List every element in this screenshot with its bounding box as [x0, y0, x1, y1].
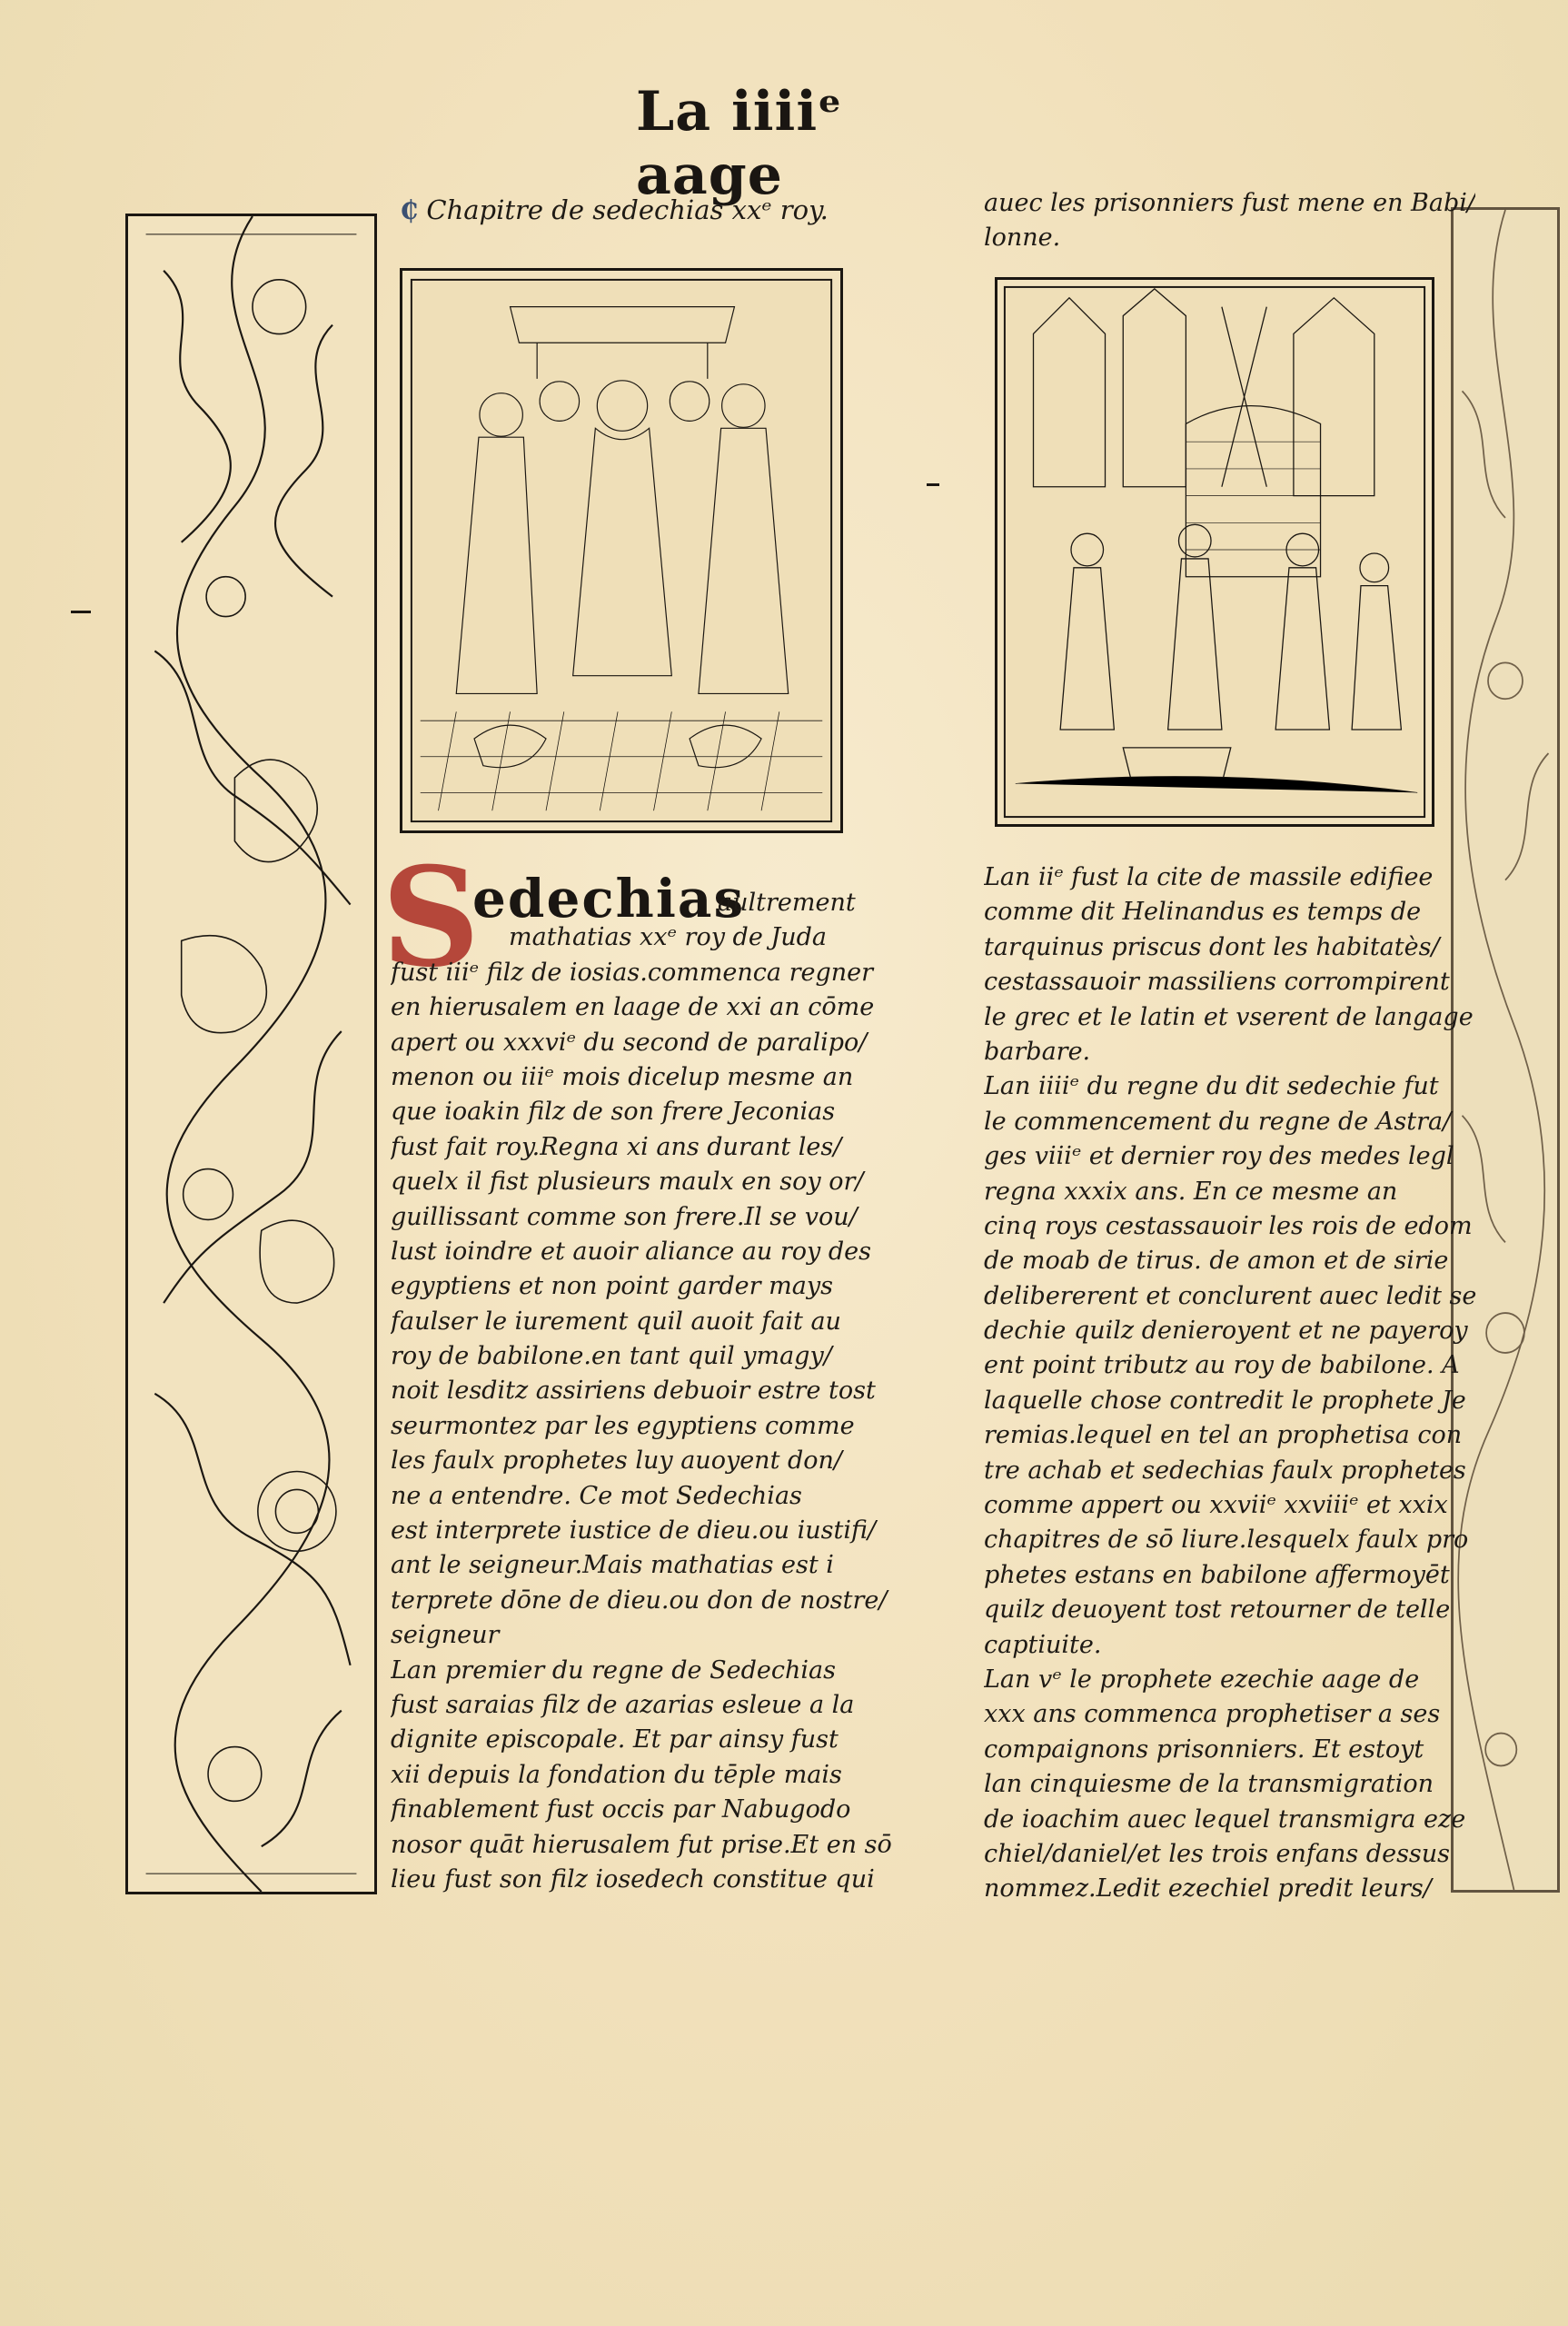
decorated-initial: S — [382, 838, 481, 998]
text-line: nommez.Ledit ezechiel predit leurs/ — [984, 1874, 1432, 1904]
floral-border-illustration — [128, 216, 374, 1892]
text-line: quelx il fist plusieurs maulx en soy or/ — [391, 1168, 864, 1197]
text-line: xxx ans commenca prophetiser a ses — [984, 1700, 1441, 1729]
text-line: seurmontez par les egyptiens comme — [391, 1411, 855, 1440]
text-line: dechie quilz denieroyent et ne payeroy — [984, 1317, 1468, 1346]
text-line: dignite episcopale. Et par ainsy fust — [391, 1725, 839, 1754]
text-line: menon ou iiiᵉ mois dicelup mesme an — [391, 1062, 854, 1091]
text-line: cestassauoir massiliens corrompirent — [984, 968, 1450, 997]
text-line: nosor quāt hierusalem fut prise.Et en sō — [391, 1830, 892, 1859]
text-line: cinq roys cestassauoir les rois de edom — [984, 1211, 1473, 1240]
text-line: seigneur — [391, 1621, 500, 1650]
text-line: laquelle chose contredit le prophete Je — [984, 1386, 1466, 1415]
text-line: est interprete iustice de dieu.ou iustifi/ — [391, 1516, 877, 1546]
city-building-illustration — [997, 280, 1432, 824]
text-line: lust ioindre et auoir aliance au roy des — [391, 1237, 871, 1266]
text-line: faulser le iurement quil auoit fait au — [391, 1307, 841, 1336]
text-line: comme dit Helinandus es temps de — [984, 898, 1422, 927]
left-floral-border — [125, 214, 377, 1894]
paragraph-mark-icon: ₵ — [400, 194, 419, 225]
text-line: Lan premier du regne de Sedechias — [391, 1655, 836, 1685]
text-line: fust iiiᵉ filz de iosias.commenca regner — [391, 958, 874, 987]
text-line: phetes estans en babilone affermoyēt — [984, 1560, 1450, 1589]
text-line: finablement fust occis par Nabugodo — [391, 1795, 851, 1824]
text-line: Lan iiiiᵉ du regne du dit sedechie fut — [984, 1072, 1439, 1101]
right-text-column — [984, 860, 1476, 1907]
text-line: de ioachim auec lequel transmigra eze — [984, 1804, 1466, 1834]
text-line: auec les prisonniers fust mene en Babi/ — [984, 189, 1476, 217]
text-line: roy de babilone.en tant quil ymagy/ — [391, 1342, 832, 1371]
text-line: compaignons prisonniers. Et estoyt — [984, 1735, 1424, 1764]
text-line: chiel/daniel/et les trois enfans dessus — [984, 1839, 1451, 1868]
text-line: lonne. — [984, 224, 1061, 253]
text-line: de moab de tirus. de amon et de sirie — [984, 1247, 1449, 1276]
text-line: ent point tributz au roy de babilone. A — [984, 1351, 1460, 1380]
margin-mark — [71, 611, 91, 613]
text-line: lan cinquiesme de la transmigration — [984, 1770, 1434, 1799]
left-text-column — [391, 886, 892, 1897]
margin-mark — [927, 483, 939, 486]
text-line: aultrement — [718, 889, 856, 917]
chapter-opening-word: edechias — [472, 868, 746, 929]
text-line: captiuite. — [984, 1630, 1102, 1659]
text-line: les faulx prophetes luy auoyent don/ — [391, 1446, 843, 1476]
text-line: mathatias xxᵉ roy de Juda — [509, 923, 827, 952]
woodcut-city-building — [995, 277, 1434, 827]
text-line: terprete dōne de dieu.ou don de nostre/ — [391, 1585, 888, 1615]
text-line: le grec et le latin et vserent de langage — [984, 1002, 1474, 1031]
right-column-top-text — [984, 186, 1475, 256]
text-line: guillissant comme son frere.Il se vou/ — [391, 1202, 858, 1231]
text-line: quilz deuoyent tost retourner de telle — [984, 1595, 1451, 1625]
text-line: ne a entendre. Ce mot Sedechias — [391, 1481, 802, 1510]
text-line: ges viiiᵉ et dernier roy des medes legl — [984, 1142, 1454, 1171]
text-line: xii depuis la fondation du tēple mais — [391, 1760, 842, 1789]
text-line: que ioakin filz de son frere Jeconias — [391, 1098, 836, 1127]
page-header: La iiiiᵉ aage — [636, 80, 843, 207]
text-line: en hierusalem en laage de xxi an cōme — [391, 993, 875, 1022]
woodcut-king-enthroned — [400, 268, 843, 833]
text-line: Lan vᵉ le prophete ezechie aage de — [984, 1665, 1420, 1694]
text-line: le commencement du regne de Astra/ — [984, 1107, 1452, 1136]
text-line: lieu fust son filz iosedech constitue qui — [391, 1864, 875, 1894]
text-line: tarquinus priscus dont les habitatès/ — [984, 932, 1440, 961]
text-line: tre achab et sedechias faulx prophetes — [984, 1456, 1466, 1485]
text-line: apert ou xxxviᵉ du second de paralipo/ — [391, 1028, 868, 1057]
text-line: Lan iiᵉ fust la cite de massile edifiee — [984, 863, 1434, 891]
text-line: fust saraias filz de azarias esleue a la — [391, 1690, 855, 1719]
text-line: remias.lequel en tel an prophetisa con — [984, 1421, 1463, 1450]
text-line: barbare. — [984, 1037, 1091, 1066]
text-line: fust fait roy.Regna xi ans durant les/ — [391, 1132, 842, 1161]
text-line: chapitres de sō liure.lesquelx faulx pro — [984, 1526, 1469, 1555]
king-enthroned-illustration — [402, 271, 840, 830]
text-line: ant le seigneur.Mais mathatias est i — [391, 1551, 834, 1580]
chapter-heading: ₵ Chapitre de sedechias xxᵉ roy. — [400, 194, 829, 225]
text-line: regna xxxix ans. En ce mesme an — [984, 1177, 1398, 1206]
text-line: noit lesditz assiriens debuoir estre tost — [391, 1377, 876, 1406]
text-line: delibererent et conclurent auec ledit se — [984, 1281, 1477, 1310]
text-line: egyptiens et non point garder mays — [391, 1272, 833, 1301]
text-line: comme appert ou xxviiᵉ xxviiiᵉ et xxix — [984, 1491, 1448, 1520]
